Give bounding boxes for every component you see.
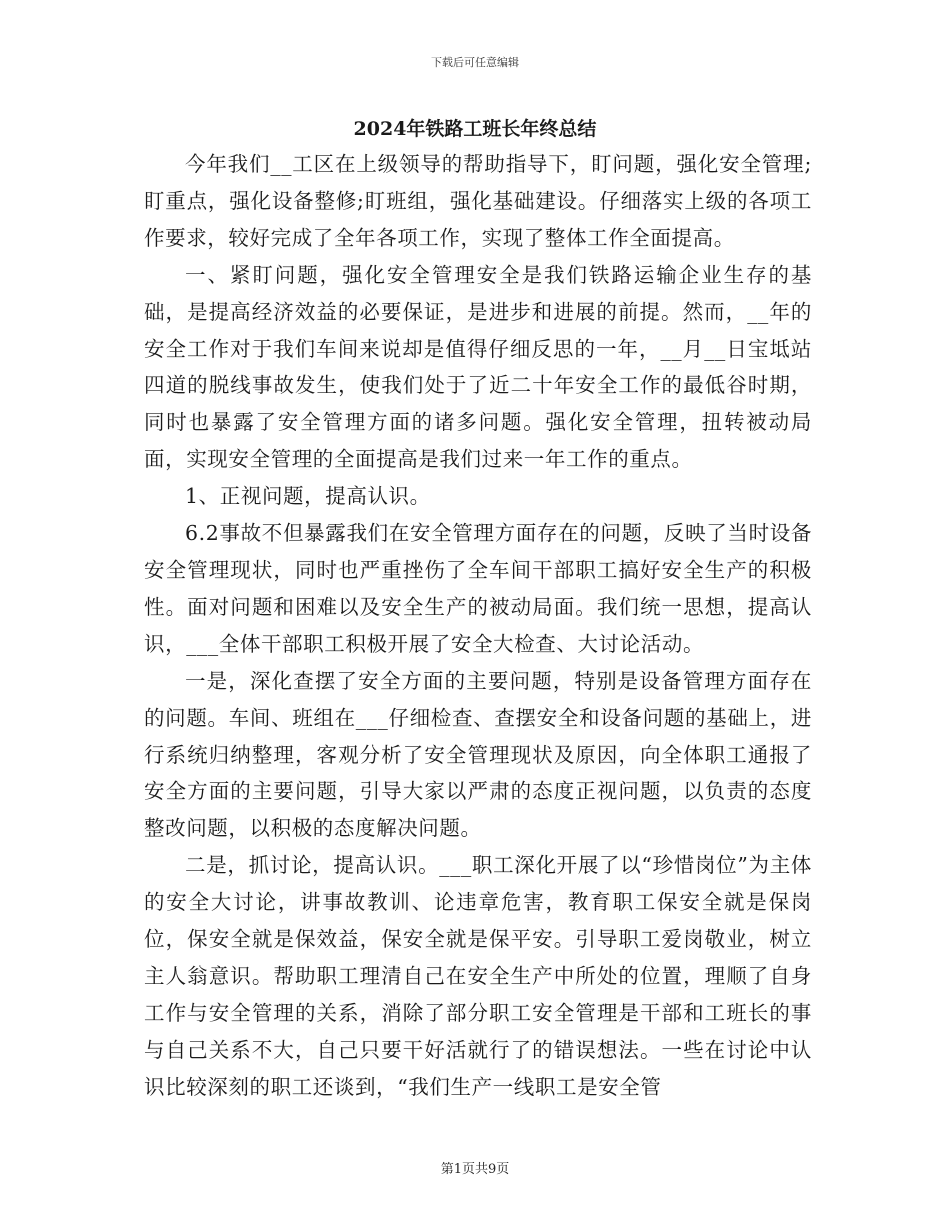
page-number: 第1页共9页 <box>440 1162 510 1177</box>
document-body <box>144 146 812 1106</box>
paragraph-section-one: 一、紧盯问题，强化安全管理安全是我们铁路运输企业生存的基础，是提高经济效益的必要保证，是进步和进展的前提。然而，__年的安全工作对于我们车间来说却是值得仔细反思的一年，__月__日宝坻站四道的脱线事故发生，使我们处于了近二十年安全工作的最低谷时期，同时也暴露了安全管理方面的诸多问题。强化安全管理，扭转被动局面，实现安全管理的全面提高是我们过来一年工作的重点。 <box>144 262 812 472</box>
paragraph-point-two: 二是，抓讨论，提高认识。___职工深化开展了以“珍惜岗位”为主体的安全大讨论，讲事故教训、论违章危害，教育职工保安全就是保岗位，保安全就是保效益，保安全就是保平安。引导职工爱岗敬业，树立主人翁意识。帮助职工理清自己在安全生产中所处的位置，理顺了自身工作与安全管理的关系，消除了部分职工安全管理是干部和工班长的事与自己关系不大，自己只要干好活就行了的错误想法。一些在讨论中认识比较深刻的职工还谈到，“我们生产一线职工是安全管 <box>144 853 812 1099</box>
paragraph-accident: 6.2事故不但暴露我们在安全管理方面存在的问题，反映了当时设备安全管理现状，同时也严重挫伤了全车间干部职工搞好安全生产的积极性。面对问题和困难以及安全生产的被动局面。我们统一思想，提高认识，___全体干部职工积极开展了安全大检查、大讨论活动。 <box>144 521 812 656</box>
paragraph-point-one: 一是，深化查摆了安全方面的主要问题，特别是设备管理方面存在的问题。车间、班组在___仔细检查、查摆安全和设备问题的基础上，进行系统归纳整理，客观分析了安全管理现状及原因，向全体职工通报了安全方面的主要问题，引导大家以严肃的态度正视问题，以负责的态度整改问题，以积极的态度解决问题。 <box>144 668 812 841</box>
paragraph-subheading-one: 1、正视问题，提高认识。 <box>185 484 431 509</box>
document-title: 2024年铁路工班长年终总结 <box>353 118 597 140</box>
paragraph-intro: 今年我们__工区在上级领导的帮助指导下，盯问题，强化安全管理;盯重点，强化设备整修;盯班组，强化基础建设。仔细落实上级的各项工作要求，较好完成了全年各项工作，实现了整体工作全面提高。 <box>144 152 812 250</box>
page-header-note: 下载后可任意编辑 <box>431 56 519 69</box>
